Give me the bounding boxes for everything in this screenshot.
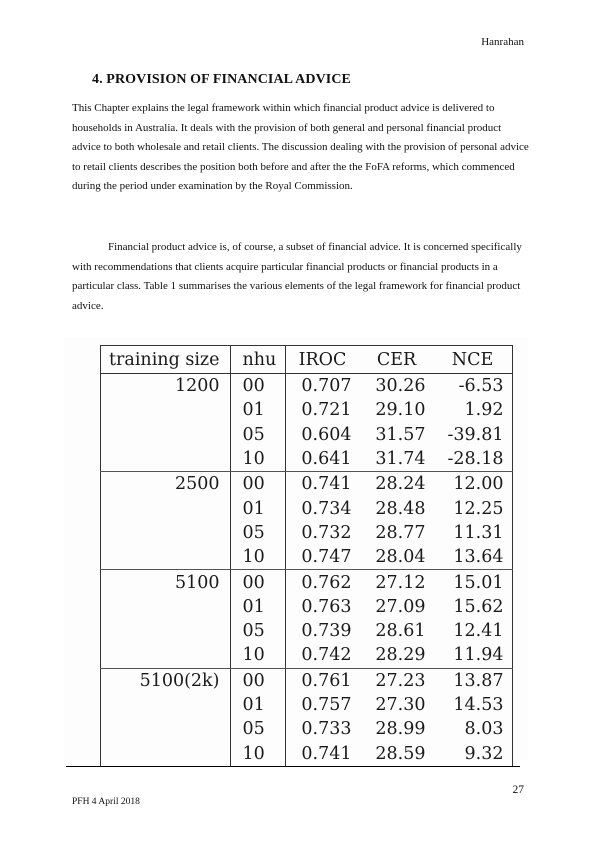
cell-iroc: 0.762 <box>301 572 352 593</box>
table-row <box>101 619 513 643</box>
cell-nce: -28.18 <box>434 447 513 472</box>
cell-nce: -39.81 <box>447 424 504 445</box>
cell-nhu: 00 <box>230 472 285 497</box>
table-row <box>101 447 513 472</box>
cell-nhu: 05 <box>230 423 285 447</box>
table-row <box>101 643 513 668</box>
cell-nhu: 01 <box>230 693 285 717</box>
cell-iroc: 0.741 <box>301 474 352 495</box>
cell-nce: 13.64 <box>434 545 513 570</box>
cell-nhu: 00 <box>230 374 285 399</box>
cell-nce: -6.53 <box>458 376 504 397</box>
footer-divider <box>66 766 520 767</box>
header-nhu: nhu <box>230 346 285 374</box>
cell-iroc: 0.733 <box>301 719 352 740</box>
cell-training-size <box>101 398 231 422</box>
cell-iroc: 0.707 <box>301 376 352 397</box>
cell-nhu: 00 <box>230 570 285 595</box>
table-row <box>101 423 513 447</box>
cell-iroc: 0.763 <box>301 596 352 617</box>
cell-cer: 27.23 <box>375 670 426 691</box>
cell-training-size <box>101 693 231 717</box>
cell-nce: 8.03 <box>464 719 504 740</box>
cell-iroc: 0.761 <box>301 670 352 691</box>
cell-nhu: 01 <box>230 398 285 422</box>
cell-nce: 9.32 <box>464 743 504 764</box>
cell-training-size <box>101 521 231 545</box>
header-cer: CER <box>360 346 434 374</box>
cell-iroc: 0.732 <box>301 522 352 543</box>
table-row <box>101 472 513 497</box>
cell-cer: 27.09 <box>375 596 426 617</box>
cell-cer: 28.59 <box>375 743 426 764</box>
running-header-author: Hanrahan <box>481 36 524 48</box>
cell-cer: 28.24 <box>375 474 426 495</box>
footer-note: PFH 4 April 2018 <box>72 797 140 807</box>
cell-training-size: 5100(2k) <box>101 668 231 693</box>
table-header-row <box>101 346 513 374</box>
cell-nhu: 00 <box>230 668 285 693</box>
cell-training-size <box>101 619 231 643</box>
cell-nhu: 01 <box>230 595 285 619</box>
cell-nce: 15.01 <box>453 572 504 593</box>
cell-training-size <box>101 545 231 570</box>
cell-cer: 30.26 <box>375 376 426 397</box>
cell-iroc: 0.747 <box>285 545 360 570</box>
cell-nhu: 01 <box>230 496 285 520</box>
cell-training-size <box>101 595 231 619</box>
results-table <box>100 345 513 767</box>
cell-cer: 28.99 <box>375 719 426 740</box>
header-training-size: training size <box>101 346 231 374</box>
cell-iroc: 0.742 <box>285 643 360 668</box>
cell-cer: 27.30 <box>375 695 426 715</box>
cell-training-size: 1200 <box>101 374 231 399</box>
table-row <box>101 398 513 422</box>
cell-cer: 28.04 <box>360 545 434 570</box>
table-row <box>101 545 513 570</box>
table-row <box>101 668 513 693</box>
cell-cer: 28.77 <box>375 522 426 543</box>
cell-nce: 12.41 <box>453 621 504 642</box>
cell-iroc: 0.604 <box>301 424 352 445</box>
cell-nhu: 10 <box>230 741 285 766</box>
cell-nhu: 05 <box>230 717 285 741</box>
table-body <box>101 374 513 767</box>
header-nce: NCE <box>434 346 513 374</box>
cell-iroc: 0.641 <box>285 447 360 472</box>
chapter-heading: 4. PROVISION OF FINANCIAL ADVICE <box>92 72 351 87</box>
cell-cer: 31.57 <box>375 424 426 445</box>
intro-paragraph: This Chapter explains the legal framework within which financial product advice is delivered to households in Australia. It deals with the provision of both general and personal financial product advice to both wholesale and retail clients. The discussion dealing with the provision of personal advice to retail clients describes the position both before and after the the FoFA reforms, which commenced during the period under examination by the Royal Commission. <box>72 102 529 193</box>
table-row <box>101 570 513 595</box>
cell-nhu: 10 <box>230 643 285 668</box>
cell-training-size: 2500 <box>101 472 231 497</box>
cell-cer: 28.61 <box>375 621 426 642</box>
advice-paragraph: Financial product advice is, of course, a subset of financial advice. It is concerned specifically with recommendations that clients acquire particular financial products or financial products in a particular class. Table 1 summarises the various elements of the legal framework for financial product advice. <box>72 241 522 312</box>
table-row <box>101 693 513 717</box>
header-iroc: IROC <box>285 346 360 374</box>
cell-nhu: 10 <box>230 447 285 472</box>
cell-nhu: 05 <box>230 521 285 545</box>
cell-cer: 31.74 <box>360 447 434 472</box>
cell-cer: 28.48 <box>375 498 426 519</box>
table-row <box>101 521 513 545</box>
cell-iroc: 0.757 <box>301 695 352 715</box>
cell-training-size <box>101 447 231 472</box>
cell-training-size: 5100 <box>101 570 231 595</box>
cell-cer: 27.12 <box>375 572 426 593</box>
cell-nhu: 05 <box>230 619 285 643</box>
table-row <box>101 741 513 766</box>
table-row <box>101 717 513 741</box>
cell-iroc: 0.741 <box>301 743 352 764</box>
cell-nce: 11.31 <box>453 522 504 543</box>
cell-iroc: 0.721 <box>301 400 352 421</box>
table-row <box>101 374 513 399</box>
cell-nce: 13.87 <box>453 670 504 691</box>
cell-training-size <box>101 643 231 668</box>
cell-nce: 15.62 <box>453 596 504 617</box>
table-row <box>101 496 513 520</box>
page-number: 27 <box>512 784 524 796</box>
cell-cer: 28.29 <box>360 643 434 668</box>
cell-training-size <box>101 496 231 520</box>
cell-iroc: 0.739 <box>301 621 352 642</box>
cell-nce: 14.53 <box>453 695 504 715</box>
cell-nhu: 10 <box>230 545 285 570</box>
cell-iroc: 0.734 <box>301 498 352 519</box>
table-row <box>101 595 513 619</box>
cell-nce: 12.25 <box>453 498 504 519</box>
cell-training-size <box>101 423 231 447</box>
cell-training-size <box>101 717 231 741</box>
cell-cer: 29.10 <box>375 400 426 421</box>
cell-nce: 12.00 <box>453 474 504 495</box>
cell-nce: 1.92 <box>464 400 504 421</box>
cell-training-size <box>101 741 231 766</box>
cell-nce: 11.94 <box>434 643 513 668</box>
